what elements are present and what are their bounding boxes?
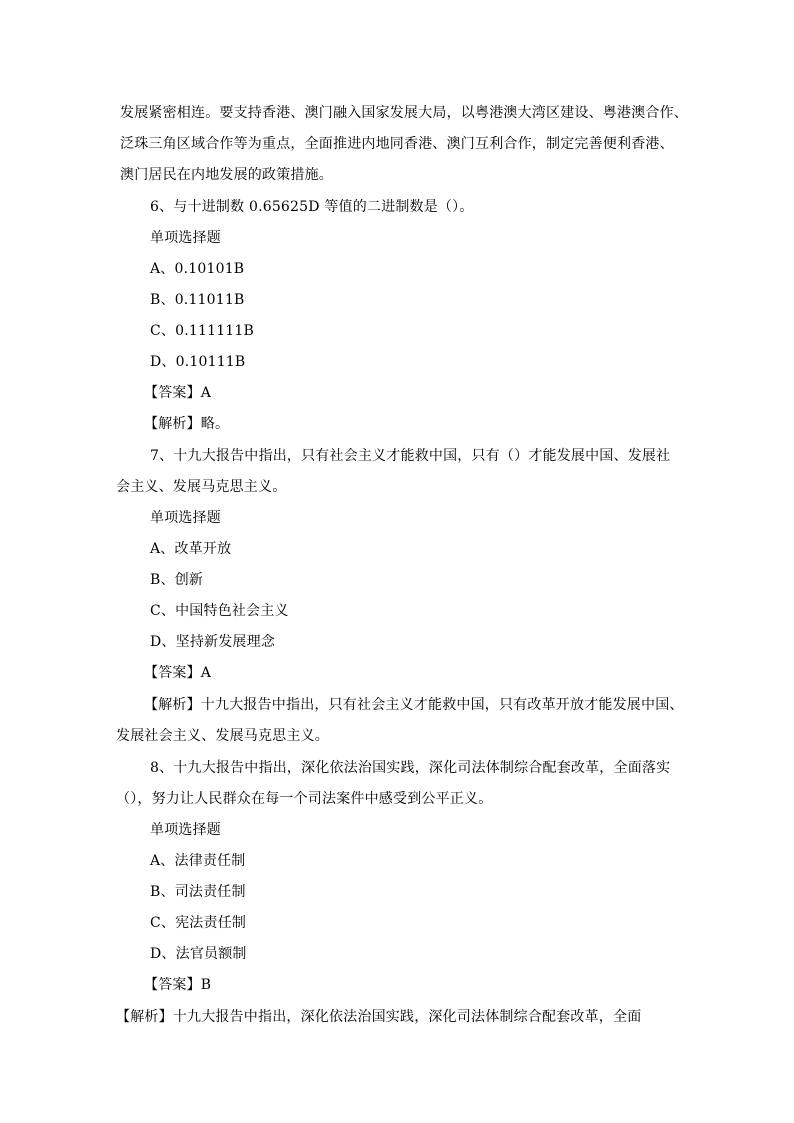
analysis-line: 【解析】略。 bbox=[144, 416, 230, 432]
option-c: C、0.111111B bbox=[150, 323, 255, 339]
question-stem: 8、十九大报告中指出，深化依法治国实践，深化司法体制综合配套改革，全面落实 bbox=[150, 760, 671, 776]
question-type: 单项选择题 bbox=[150, 510, 221, 526]
question-type: 单项选择题 bbox=[150, 230, 221, 246]
option-d: D、0.10111B bbox=[150, 354, 246, 370]
option-c: C、中国特色社会主义 bbox=[150, 603, 289, 619]
question-stem-continued: （），努力让人民群众在每一个司法案件中感受到公平正义。 bbox=[116, 791, 493, 807]
option-d: D、法官员额制 bbox=[150, 946, 247, 962]
option-c: C、宪法责任制 bbox=[150, 915, 247, 931]
question-stem: 7、十九大报告中指出，只有社会主义才能救中国，只有（）才能发展中国、发展社 bbox=[150, 448, 671, 464]
answer-line: 【答案】B bbox=[144, 977, 212, 993]
paragraph-line: 发展紧密相连。要支持香港、澳门融入国家发展大局，以粤港澳大湾区建设、粤港澳合作、 bbox=[120, 105, 688, 121]
question-stem-continued: 会主义、发展马克思主义。 bbox=[116, 479, 287, 495]
option-b: B、0.11011B bbox=[150, 292, 245, 308]
option-a: A、改革开放 bbox=[150, 541, 232, 557]
option-a: A、0.10101B bbox=[150, 261, 245, 277]
paragraph-line: 泛珠三角区域合作等为重点，全面推进内地同香港、澳门互利合作，制定完善便利香港、 bbox=[120, 136, 674, 152]
answer-line: 【答案】A bbox=[144, 665, 212, 681]
option-d: D、坚持新发展理念 bbox=[150, 634, 276, 650]
option-a: A、法律责任制 bbox=[150, 853, 246, 869]
question-type: 单项选择题 bbox=[150, 822, 221, 838]
answer-line: 【答案】A bbox=[144, 385, 212, 401]
analysis-line: 【解析】十九大报告中指出，深化依法治国实践，深化司法体制综合配套改革，全面 bbox=[116, 1009, 642, 1025]
option-b: B、创新 bbox=[150, 572, 204, 588]
option-b: B、司法责任制 bbox=[150, 884, 246, 900]
analysis-line-continued: 发展社会主义、发展马克思主义。 bbox=[116, 728, 329, 744]
analysis-line: 【解析】十九大报告中指出，只有社会主义才能救中国，只有改革开放才能发展中国、 bbox=[144, 697, 684, 713]
question-stem: 6、与十进制数 0.65625D 等值的二进制数是（）。 bbox=[150, 199, 474, 215]
paragraph-line: 澳门居民在内地发展的政策措施。 bbox=[120, 167, 333, 183]
